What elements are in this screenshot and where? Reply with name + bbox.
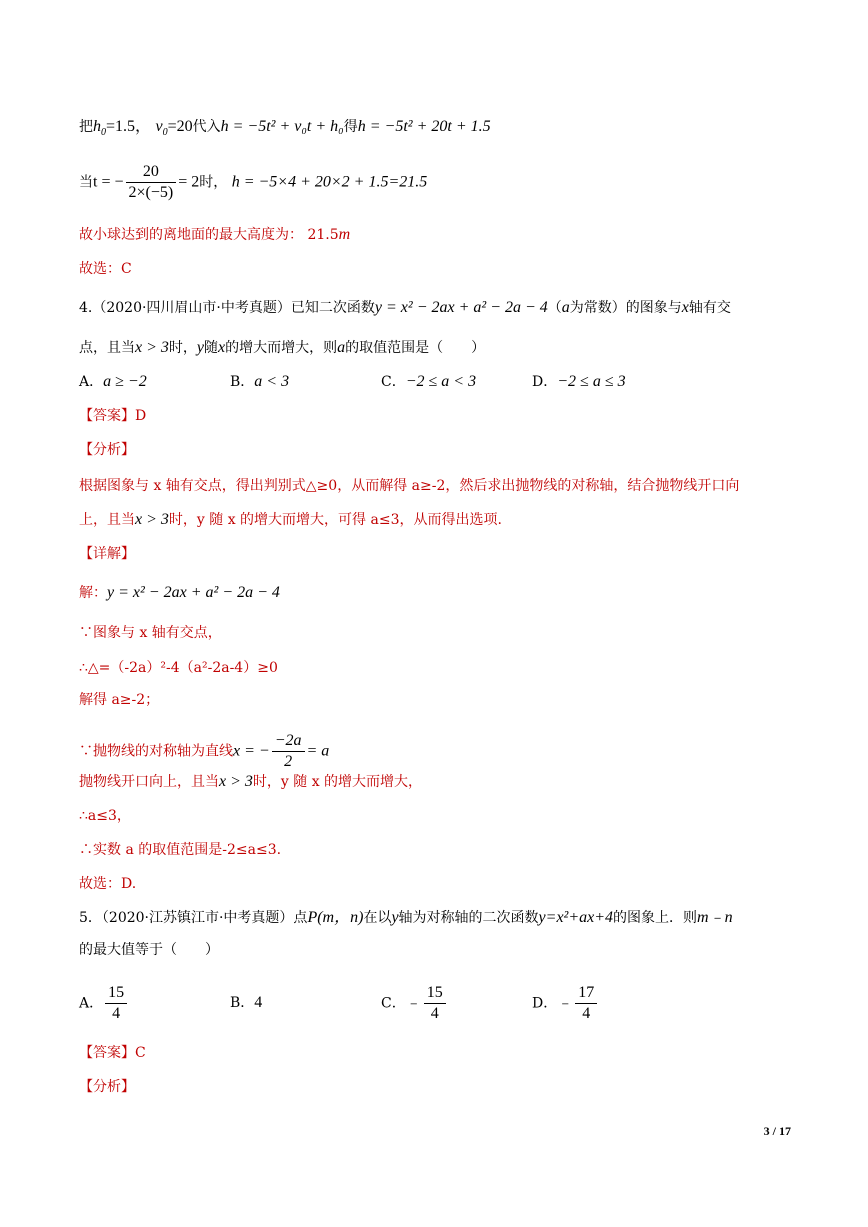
- q4-line-axis: ∵抛物线的对称轴为直线x = − $\frac{-2a}{2}$ = a: [79, 732, 330, 770]
- substitution-line: 把$h_0=1.5$， $v_0=20$代入h = −5t² + v₀t + h₀得h = −5t² + 20t + 1.5: [79, 118, 491, 139]
- q5-option-b: B．4: [230, 994, 263, 1011]
- fraction: $\frac{15}{4}$: [105, 983, 127, 1024]
- q4-option-a: A．a ≥ −2: [79, 373, 147, 390]
- q4-line-intersect: ∵图象与 x 轴有交点，: [79, 625, 222, 641]
- fraction: $\frac{17}{4}$: [575, 983, 597, 1024]
- q4-option-d: D．−2 ≤ a ≤ 3: [532, 373, 626, 390]
- q4-line-range: ∴实数 a 的取值范围是-2≤a≤3.: [79, 842, 282, 858]
- q5-answer: 【答案】C: [79, 1045, 146, 1061]
- v0-value: =20: [167, 118, 193, 135]
- q5-stem-line2: 的最大值等于（ ）: [79, 942, 219, 958]
- q4-line-opens-up: 抛物线开口向上，且当x > 3时，y 随 x 的增大而增大，: [79, 773, 423, 790]
- fraction: $\frac{20}{2\times(-5)}$: [126, 162, 177, 203]
- formula: h = −5t² + 20t + 1.5: [357, 118, 491, 135]
- h0-value: =1.5，: [106, 118, 152, 135]
- q4-detail-heading: 【详解】: [79, 546, 135, 562]
- q5-option-a: A． $\frac{15}{4}$: [79, 983, 129, 1024]
- q5-option-d: D．﹣ $\frac{17}{4}$: [532, 983, 599, 1024]
- text: 当: [79, 174, 93, 191]
- q5-option-c: C．﹣ $\frac{15}{4}$: [381, 983, 448, 1024]
- formula: t = −: [93, 173, 124, 191]
- text: 得: [343, 119, 358, 135]
- conclusion-line: [79, 225, 350, 245]
- formula: y = x² − 2ax + a² − 2a − 4: [374, 299, 548, 316]
- formula: = 2: [178, 173, 200, 191]
- q4-analysis-heading: 【分析】: [79, 442, 135, 458]
- choice-line: 故选：C: [79, 261, 132, 277]
- fraction: $\frac{15}{4}$: [424, 983, 446, 1024]
- q4-stem-line1: 4.（2020·四川眉山市·中考真题）已知二次函数y = x² − 2ax + a² − 2a − 4（a为常数）的图象与x轴有交: [79, 299, 731, 316]
- height-calc: h = −5×4 + 20×2 + 1.5=21.5: [231, 173, 428, 191]
- q4-analysis-line1: 根据图象与 x 轴有交点，得出判别式△≥0，从而解得 a≥-2，然后求出抛物线的对称轴，结合抛物线开口向: [79, 478, 740, 494]
- q4-line-a-le: ∴a≤3，: [79, 808, 131, 824]
- unit: m: [338, 226, 351, 243]
- q4-line-choice: 故选：D.: [79, 876, 137, 892]
- formula: h = −5t² + v₀t + h₀: [220, 118, 344, 135]
- q4-stem-line2: 点，且当x > 3时，y随x的增大而增大，则a的取值范围是（ ）: [79, 339, 486, 356]
- text: 故小球达到的离地面的最大高度为： 21.5: [79, 227, 339, 243]
- page-number: 3 / 17: [763, 1124, 791, 1138]
- q4-line-a-ge: 解得 a≥-2；: [79, 692, 160, 708]
- q4-analysis-line2: 上，且当x > 3时，y 随 x 的增大而增大，可得 a≤3，从而得出选项.: [79, 511, 502, 528]
- q5-stem-line1: 5．（2020·江苏镇江市·中考真题）点P(m，n)在以y轴为对称轴的二次函数y=x²+ax+4的图象上．则m﹣n: [79, 909, 733, 926]
- text: 代入: [192, 119, 221, 135]
- q4-option-c: C．−2 ≤ a < 3: [381, 373, 477, 390]
- text: 时，: [199, 174, 228, 191]
- q4-solution-line: 解：y = x² − 2ax + a² − 2a − 4: [79, 584, 280, 601]
- q4-answer: 【答案】D: [79, 408, 147, 424]
- vertex-time-line: [79, 162, 427, 203]
- q4-option-b: B．a < 3: [230, 373, 290, 390]
- q4-line-discriminant: ∴△=（-2a）²-4（a²-2a-4）≥0: [79, 660, 278, 676]
- fraction: $\frac{-2a}{2}$: [272, 731, 305, 772]
- text: 把: [79, 119, 93, 135]
- q5-analysis-heading: 【分析】: [79, 1079, 135, 1095]
